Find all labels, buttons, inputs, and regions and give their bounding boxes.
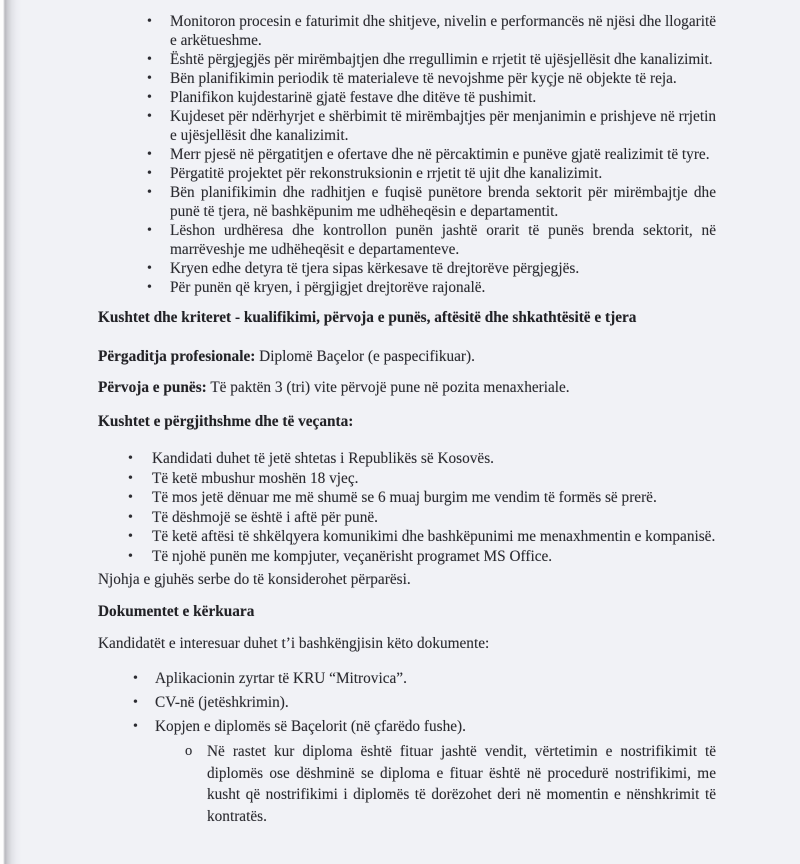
- list-item: [0, 145, 800, 164]
- documents-heading: Dokumentet e kërkuara: [98, 603, 255, 620]
- bullet-icon: •: [147, 147, 152, 162]
- list-item: [0, 50, 800, 69]
- experience-line: [0, 378, 800, 397]
- documents-list: [0, 669, 800, 736]
- conditions-list: [0, 449, 800, 566]
- list-item: [0, 717, 800, 736]
- bullet-icon: •: [133, 695, 138, 710]
- bullet-icon: •: [147, 90, 152, 105]
- list-item: [0, 488, 800, 508]
- duty-text: Përgatitë projektet për rekonstruksionin e rrjetit të ujit dhe kanalizimit.: [170, 165, 603, 182]
- duty-text: Merr pjesë në përgatitjen e ofertave dhe në përcaktimin e punëve gjatë realizimit të tyre.: [170, 146, 710, 163]
- bullet-icon: •: [147, 223, 152, 238]
- condition-text: Të ketë aftësi të shkëlqyera komunikimi dhe bashkëpunimi me menaxhmentin e kompanisë.: [152, 528, 716, 545]
- language-note: Njohja e gjuhës serbe do të konsiderohet përparësi.: [98, 571, 411, 588]
- education-text: Diplomë Baçelor (e paspecifikuar).: [255, 348, 475, 365]
- experience-text: Të paktën 3 (tri) vite përvojë pune në pozita menaxheriale.: [206, 379, 570, 396]
- duty-text: Bën planifikimin dhe radhitjen e fuqisë punëtore brenda sektorit për mirëmbajtje dhe punë të tjera, në bashkëpunim me udhëheqësin e departamentit.: [170, 184, 716, 220]
- duty-text: Bën planifikimin periodik të materialeve të nevojshme për kyçje në objekte të reja.: [170, 70, 677, 87]
- condition-text: Të mos jetë dënuar me më shumë se 6 muaj burgim me vendim të formës së prerë.: [152, 489, 657, 506]
- document-text: Aplikacionin zyrtar të KRU “Mitrovica”.: [155, 670, 407, 687]
- bullet-icon: •: [128, 548, 133, 564]
- bullet-icon: •: [128, 529, 133, 544]
- list-item: [0, 107, 800, 145]
- list-item: [0, 69, 800, 88]
- documents-intro: Kandidatët e interesuar duhet t’i bashkëngjisin këto dokumente:: [98, 635, 490, 652]
- bullet-icon: •: [147, 261, 152, 276]
- bullet-icon: •: [147, 52, 152, 67]
- bullet-icon: •: [128, 490, 133, 505]
- bullet-icon: •: [133, 719, 138, 734]
- scan-edge-left: [0, 0, 22, 864]
- condition-text: Të dëshmojë se është i aftë për punë.: [152, 508, 378, 526]
- conditions-heading: Kushtet e përgjithshme dhe të veçanta:: [98, 413, 354, 430]
- list-item: [0, 547, 800, 567]
- education-label: Përgaditja profesionale:: [98, 348, 256, 365]
- duty-text: Është përgjegjës për mirëmbajtjen dhe rregullimin e rrjetit të ujësjellësit dhe kanalizimit.: [170, 51, 713, 68]
- bullet-icon: •: [147, 14, 152, 29]
- list-item: [0, 164, 800, 183]
- document-text: CV-në (jetëshkrimin).: [155, 694, 289, 711]
- sub-note-text: Në rastet kur diploma është fituar jashtë vendit, vërtetimin e nostrifikimit të diplomës ose dëshminë se diploma e fituar është në procedurë nostrifikimi, me kusht që nostrifikimi i diplomës të dorëzohet deri në momentin e nënshkrimit të kontratës.: [207, 743, 716, 825]
- bullet-icon: •: [147, 71, 152, 86]
- list-item: [0, 278, 800, 297]
- bullet-icon: •: [128, 451, 133, 466]
- duty-text: Planifikon kujdestarinë gjatë festave dhe ditëve të pushimit.: [170, 89, 537, 106]
- condition-text: Të njohë punën me kompjuter, veçanërisht programet MS Office.: [152, 547, 553, 565]
- bullet-icon: •: [147, 280, 152, 295]
- list-item: [0, 669, 800, 688]
- condition-text: Kandidati duhet të jetë shtetas i Republikës së Kosovës.: [152, 450, 494, 467]
- document-text: Kopjen e diplomës së Baçelorit (në çfarëdo fushe).: [155, 718, 466, 735]
- list-item: [0, 449, 800, 469]
- duties-list: [0, 12, 800, 297]
- criteria-heading: Kushtet dhe kriteret - kualifikimi, përvoja e punës, aftësitë dhe shkathtësitë e tjera: [98, 309, 637, 326]
- duty-text: Lëshon urdhëresa dhe kontrollon punën jashtë orarit të punës brenda sektorit, në marrëveshje me udhëheqësit e departamenteve.: [170, 222, 716, 258]
- list-item: [0, 527, 800, 547]
- experience-label: Përvoja e punës:: [98, 379, 207, 396]
- condition-text: Të ketë mbushur moshën 18 vjeç.: [152, 469, 359, 487]
- list-item: [0, 88, 800, 107]
- duty-text: Monitoron procesin e faturimit dhe shitjeve, nivelin e performancës në njësi dhe llogaritë e arkëtueshme.: [170, 13, 716, 49]
- duty-text: Kryen edhe detyra të tjera sipas kërkesave të drejtorëve përgjegjës.: [170, 260, 580, 277]
- sub-bullet-icon: o: [185, 743, 193, 759]
- document-sub-note: [0, 741, 800, 827]
- list-item: [0, 508, 800, 528]
- bullet-icon: •: [147, 185, 152, 200]
- list-item: [0, 693, 800, 712]
- bullet-icon: •: [147, 109, 152, 124]
- list-item: [0, 259, 800, 278]
- education-line: [0, 347, 800, 366]
- list-item: [0, 469, 800, 489]
- bullet-icon: •: [133, 671, 138, 686]
- list-item: [0, 183, 800, 221]
- bullet-icon: •: [128, 509, 133, 525]
- duty-text: Për punën që kryen, i përgjigjet drejtorëve rajonalë.: [170, 279, 486, 296]
- duty-text: Kujdeset për ndërhyrjet e shërbimit të mirëmbajtjes për menjanimin e prishjeve në rrjetin e ujësjellësit dhe kanalizimit.: [170, 108, 716, 144]
- bullet-icon: •: [147, 166, 152, 181]
- scan-edge-right: [786, 0, 800, 864]
- list-item: [0, 221, 800, 259]
- bullet-icon: •: [128, 470, 133, 486]
- list-item: [0, 12, 800, 50]
